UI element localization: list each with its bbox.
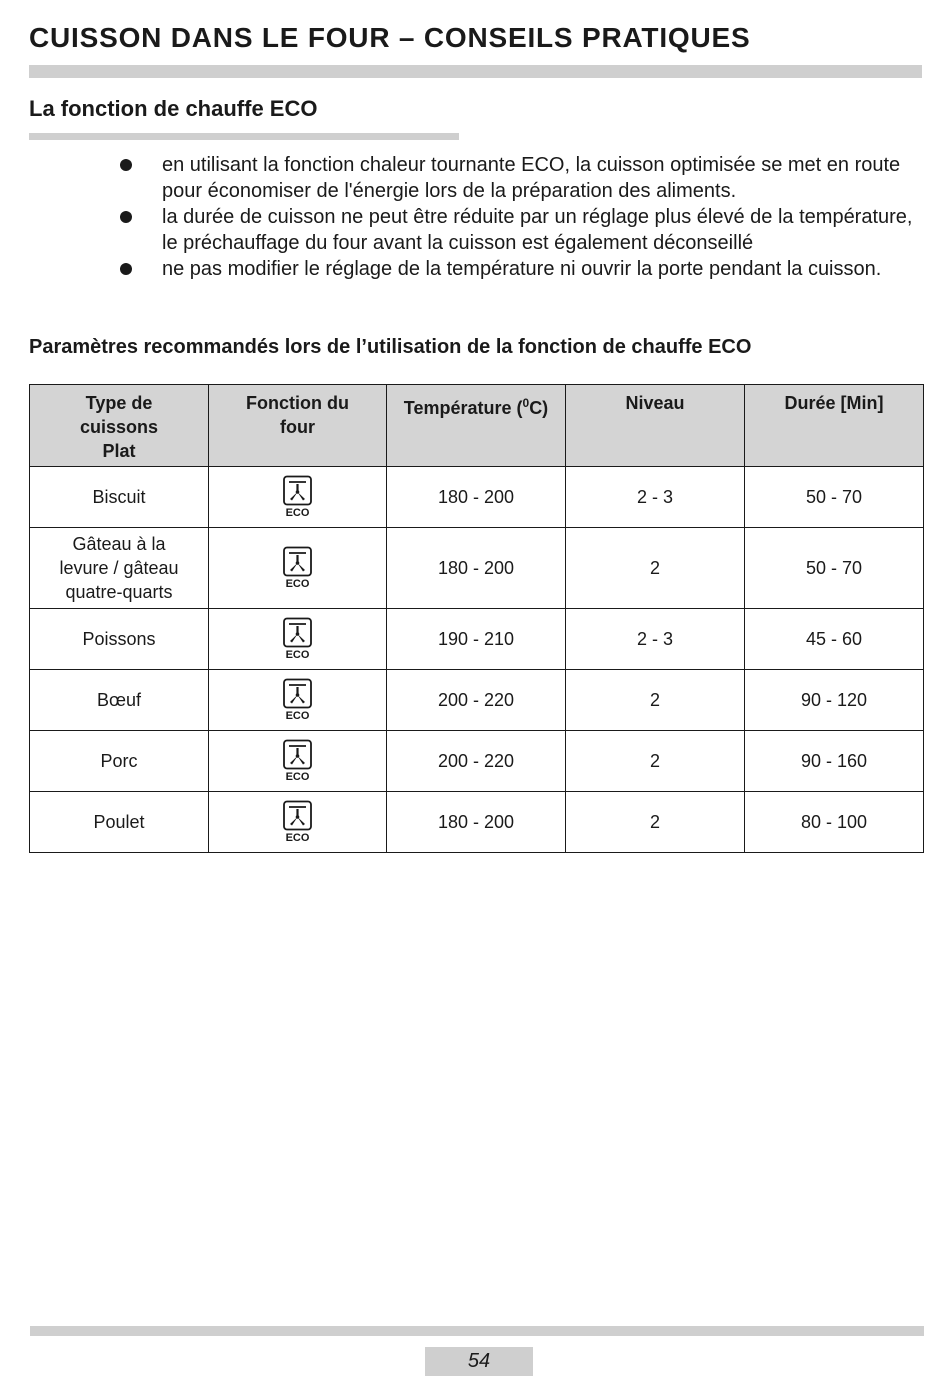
cell-level: 2 - 3 [566, 467, 745, 528]
table-row [30, 467, 924, 528]
cell-function [209, 792, 387, 853]
page-number: 54 [425, 1347, 533, 1376]
table-header-row [30, 385, 924, 467]
cell-dish: Poulet [30, 792, 209, 853]
cell-duration: 50 - 70 [745, 528, 924, 609]
svg-text:ECO: ECO [285, 832, 309, 844]
eco-fan-heating-icon [278, 800, 318, 844]
table-title: Paramètres recommandés lors de l’utilisation de la fonction de chauffe ECO [29, 336, 752, 358]
eco-fan-heating-icon [278, 546, 318, 590]
eco-fan-heating-icon [278, 739, 318, 783]
section-subtitle: La fonction de chauffe ECO [29, 96, 318, 121]
cell-duration: 80 - 100 [745, 792, 924, 853]
svg-text:ECO: ECO [285, 578, 309, 590]
title-underline-bar [29, 65, 922, 78]
cell-dish: Porc [30, 731, 209, 792]
table-row [30, 528, 924, 609]
header-duration: Durée [Min] [745, 385, 924, 467]
table-row [30, 792, 924, 853]
cell-temperature: 180 - 200 [387, 792, 566, 853]
list-item [116, 256, 926, 282]
header-dish-type: Type de cuissons Plat [30, 385, 209, 467]
cell-level: 2 - 3 [566, 609, 745, 670]
cell-function [209, 528, 387, 609]
list-item [116, 152, 926, 204]
cell-temperature: 190 - 210 [387, 609, 566, 670]
cell-dish: Bœuf [30, 670, 209, 731]
cell-level: 2 [566, 731, 745, 792]
table-row [30, 609, 924, 670]
header-level: Niveau [566, 385, 745, 467]
svg-text:ECO: ECO [285, 507, 309, 519]
eco-fan-heating-icon [278, 617, 318, 661]
header-oven-function: Fonction du four [209, 385, 387, 467]
table-row [30, 731, 924, 792]
cell-temperature: 200 - 220 [387, 670, 566, 731]
cell-function [209, 731, 387, 792]
cell-temperature: 180 - 200 [387, 467, 566, 528]
page-title: CUISSON DANS LE FOUR – CONSEILS PRATIQUES [29, 22, 751, 53]
eco-fan-heating-icon [278, 678, 318, 722]
cell-duration: 45 - 60 [745, 609, 924, 670]
subtitle-underline-bar [29, 133, 459, 140]
bullet-dot-icon [120, 263, 132, 275]
cell-duration: 50 - 70 [745, 467, 924, 528]
svg-text:ECO: ECO [285, 771, 309, 783]
cell-dish: Biscuit [30, 467, 209, 528]
cell-dish: Poissons [30, 609, 209, 670]
table-row [30, 670, 924, 731]
svg-text:ECO: ECO [285, 649, 309, 661]
list-item [116, 204, 926, 256]
cell-temperature: 200 - 220 [387, 731, 566, 792]
cell-level: 2 [566, 792, 745, 853]
cell-function [209, 670, 387, 731]
header-temperature: Température ($^0$C) [387, 385, 566, 467]
cell-function [209, 609, 387, 670]
eco-parameters-table [29, 384, 924, 853]
cell-duration: 90 - 120 [745, 670, 924, 731]
list-item-text: en utilisant la fonction chaleur tournante ECO, la cuisson optimisée se met en route pour économiser de l'énergie lors de la préparation des aliments. [162, 154, 901, 202]
cell-level: 2 [566, 670, 745, 731]
bullet-dot-icon [120, 159, 132, 171]
cell-duration: 90 - 160 [745, 731, 924, 792]
footer-bar [30, 1326, 924, 1336]
cell-function [209, 467, 387, 528]
list-item-text: ne pas modifier le réglage de la température ni ouvrir la porte pendant la cuisson. [162, 258, 882, 280]
svg-text:ECO: ECO [285, 710, 309, 722]
cell-level: 2 [566, 528, 745, 609]
eco-fan-heating-icon [278, 475, 318, 519]
eco-tips-list [116, 152, 926, 282]
list-item-text: la durée de cuisson ne peut être réduite par un réglage plus élevé de la température, le préchauffage du four avant la cuisson est également déconseillé [162, 206, 913, 254]
cell-temperature: 180 - 200 [387, 528, 566, 609]
cell-dish: Gâteau à la levure / gâteau quatre-quarts [30, 528, 209, 609]
bullet-dot-icon [120, 211, 132, 223]
